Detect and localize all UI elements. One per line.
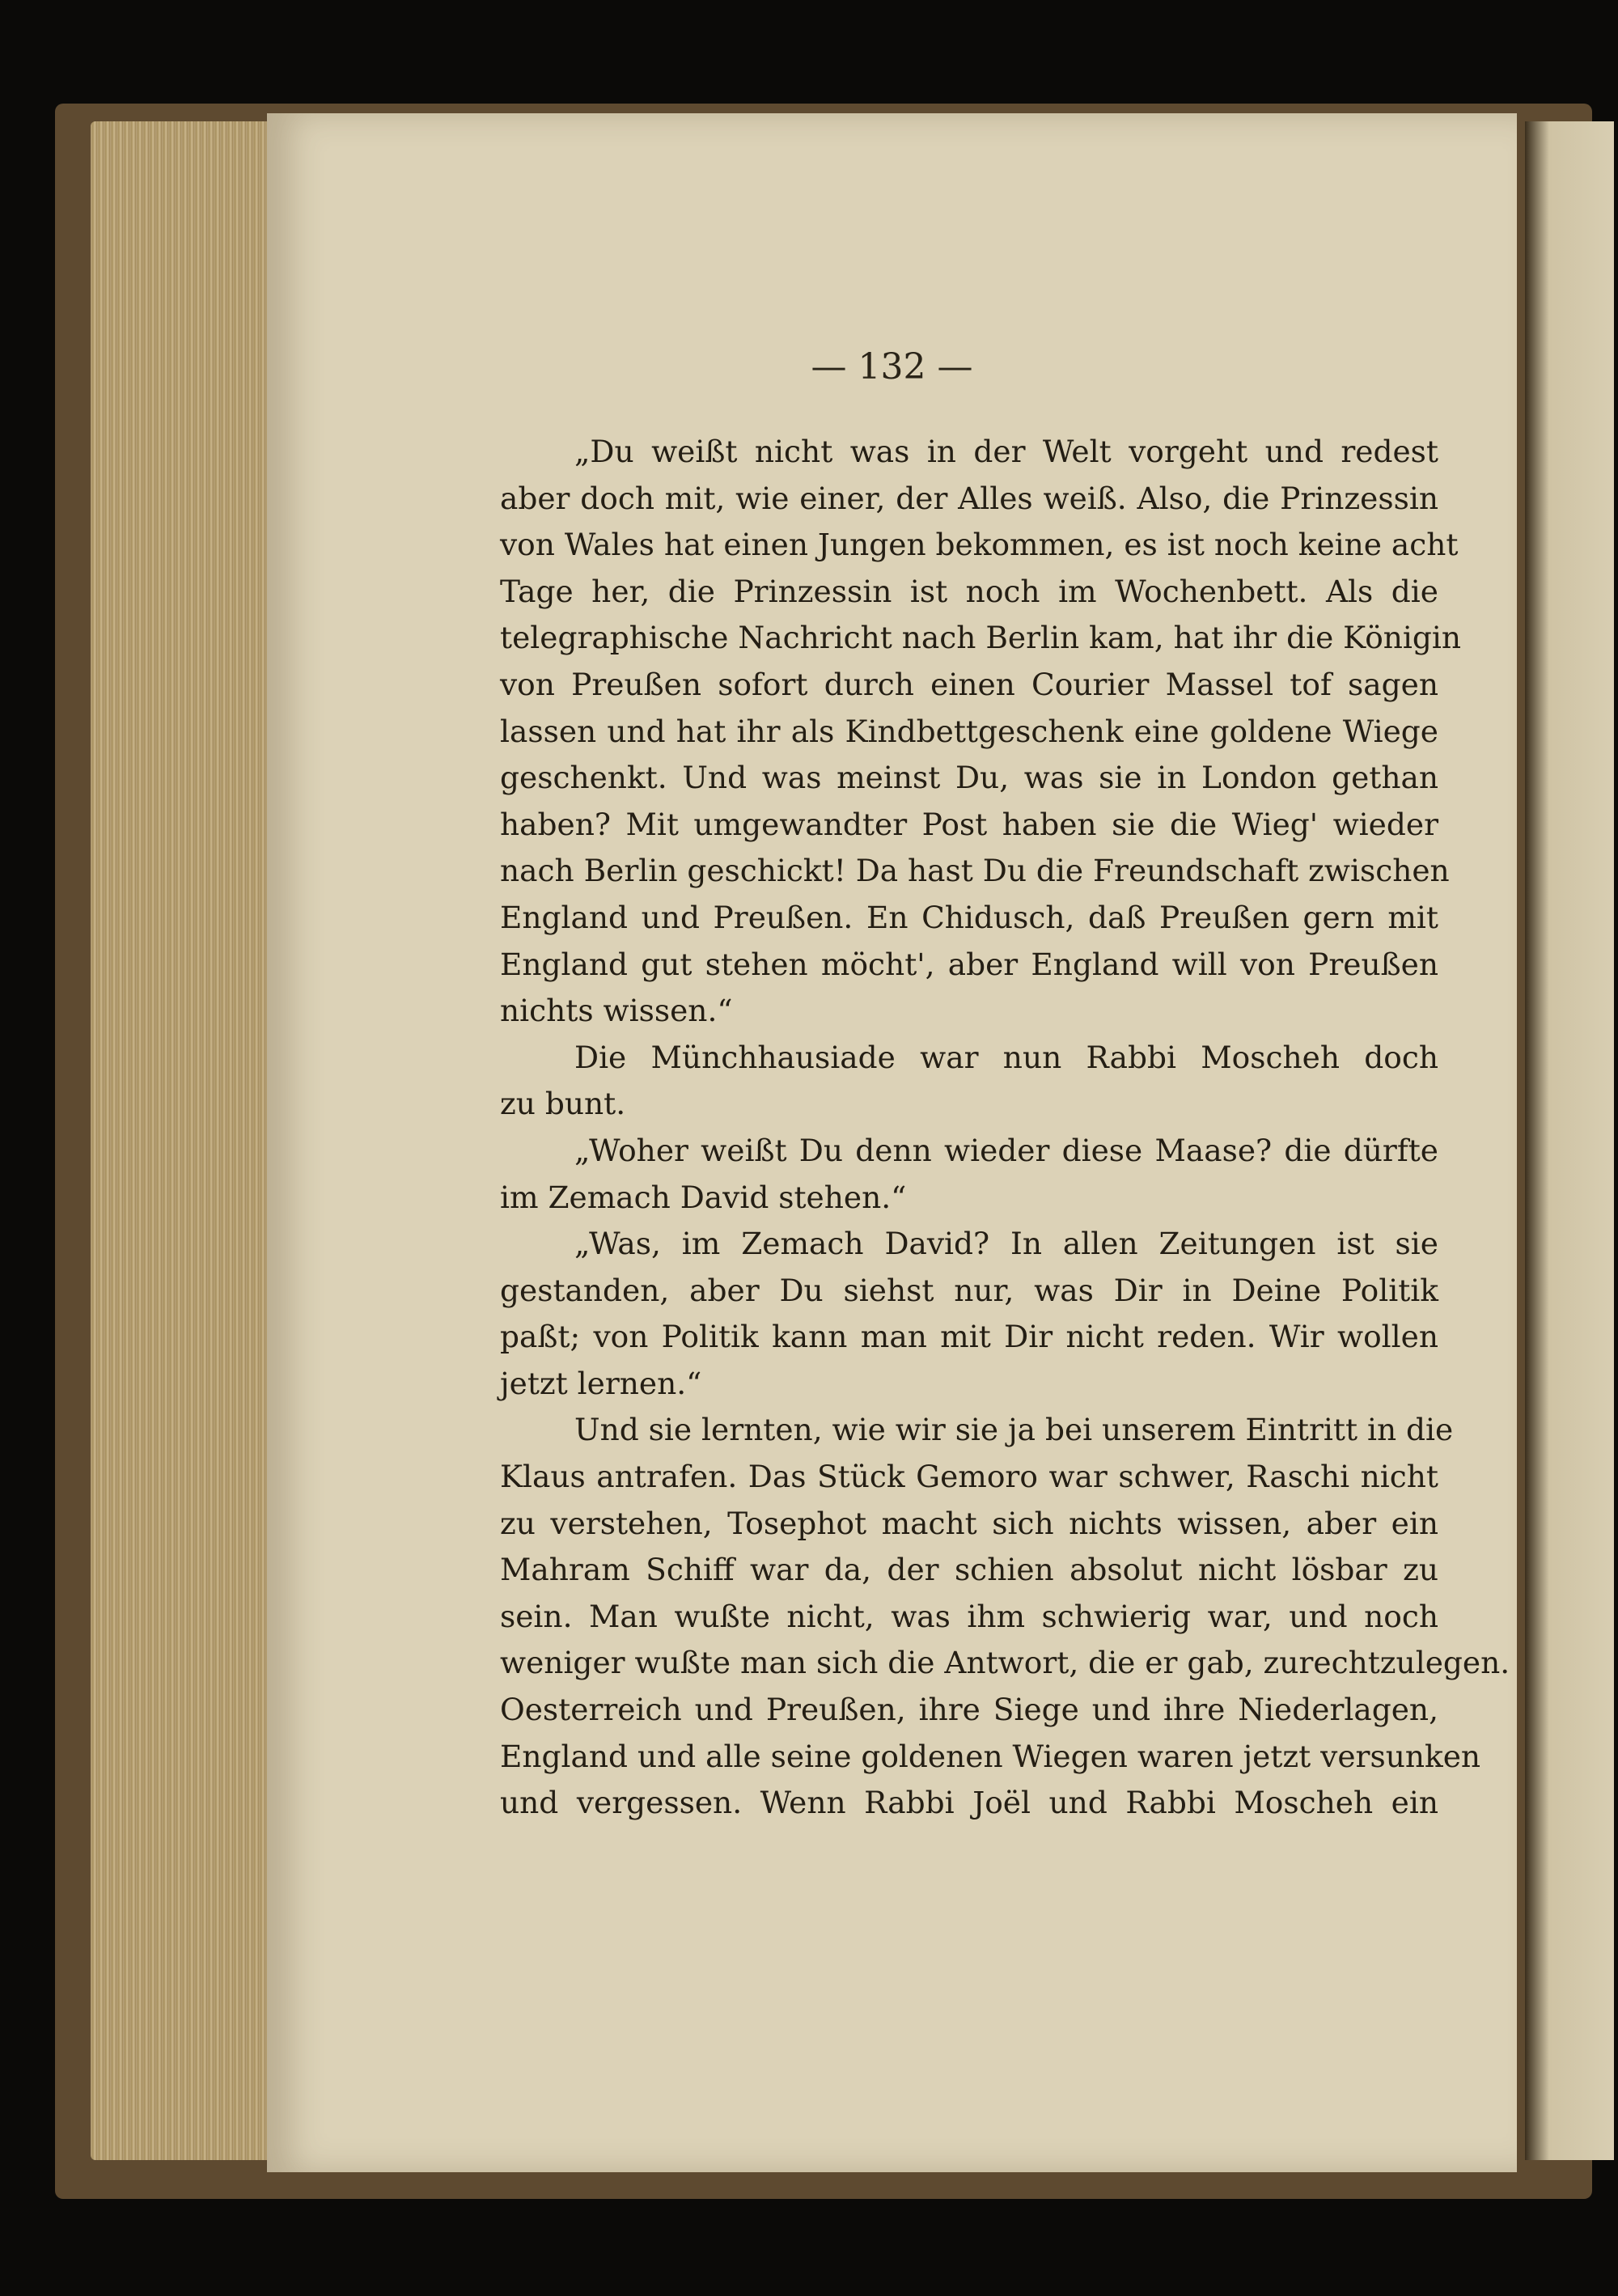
page-number: — 132 — — [811, 346, 973, 388]
text-line: gestanden, aber Du siehst nur, was Dir in Deine Politik — [500, 1272, 1438, 1308]
text-line: aber doch mit, wie einer, der Alles weiß. Also, die Prinzessin — [500, 480, 1438, 516]
text-line: jetzt lernen.“ — [500, 1365, 702, 1401]
text-line: England und Preußen. En Chidusch, daß Preußen gern mit — [500, 899, 1438, 935]
text-line: paßt; von Politik kann man mit Dir nicht reden. Wir wollen — [500, 1319, 1438, 1355]
text-line: geschenkt. Und was meinst Du, was sie in London gethan — [500, 760, 1438, 796]
text-line: telegraphische Nachricht nach Berlin kam, hat ihr die Königin — [500, 620, 1462, 656]
text-line: und vergessen. Wenn Rabbi Joël und Rabbi Moscheh ein — [500, 1785, 1438, 1821]
text-line: „Woher weißt Du denn wieder diese Maase? die dürfte — [574, 1132, 1438, 1168]
page-edges — [91, 121, 277, 2160]
text-line: Tage her, die Prinzessin ist noch im Wochenbett. Als die — [500, 573, 1438, 609]
text-line: nichts wissen.“ — [500, 993, 733, 1029]
text-line: zu verstehen, Tosephot macht sich nichts wissen, aber ein — [500, 1505, 1438, 1541]
text-line: nach Berlin geschickt! Da hast Du die Freundschaft zwischen — [500, 853, 1450, 889]
text-line: lassen und hat ihr als Kindbettgeschenk eine goldene Wiege — [500, 713, 1438, 749]
text-line: Oesterreich und Preußen, ihre Siege und ihre Niederlagen, — [500, 1692, 1438, 1728]
text-line: von Preußen sofort durch einen Courier Massel tof sagen — [500, 666, 1438, 702]
text-line: „Was, im Zemach David? In allen Zeitungen ist sie — [574, 1226, 1438, 1262]
text-line: haben? Mit umgewandter Post haben sie die Wieg' wieder — [500, 806, 1438, 842]
body-text — [500, 429, 1510, 1827]
text-line: von Wales hat einen Jungen bekommen, es ist noch keine acht — [500, 527, 1459, 563]
text-line: im Zemach David stehen.“ — [500, 1179, 907, 1215]
text-line: zu bunt. — [500, 1086, 626, 1122]
text-line: Mahram Schiff war da, der schien absolut nicht lösbar zu — [500, 1552, 1438, 1588]
text-line: sein. Man wußte nicht, was ihm schwierig war, und noch — [500, 1598, 1438, 1634]
text-line: England und alle seine goldenen Wiegen waren jetzt versunken — [500, 1738, 1481, 1774]
text-line: weniger wußte man sich die Antwort, die er gab, zurechtzulegen. — [500, 1645, 1510, 1681]
text-line: England gut stehen möcht', aber England will von Preußen — [500, 946, 1438, 982]
text-line: Die Münchhausiade war nun Rabbi Moscheh doch — [574, 1039, 1438, 1075]
text-line: „Du weißt nicht was in der Welt vorgeht und redest — [574, 434, 1438, 469]
text-line: Und sie lernten, wie wir sie ja bei unserem Eintritt in die — [574, 1412, 1454, 1448]
text-line: Klaus antrafen. Das Stück Gemoro war schwer, Raschi nicht — [500, 1459, 1438, 1495]
facing-page-edge — [1525, 121, 1614, 2160]
